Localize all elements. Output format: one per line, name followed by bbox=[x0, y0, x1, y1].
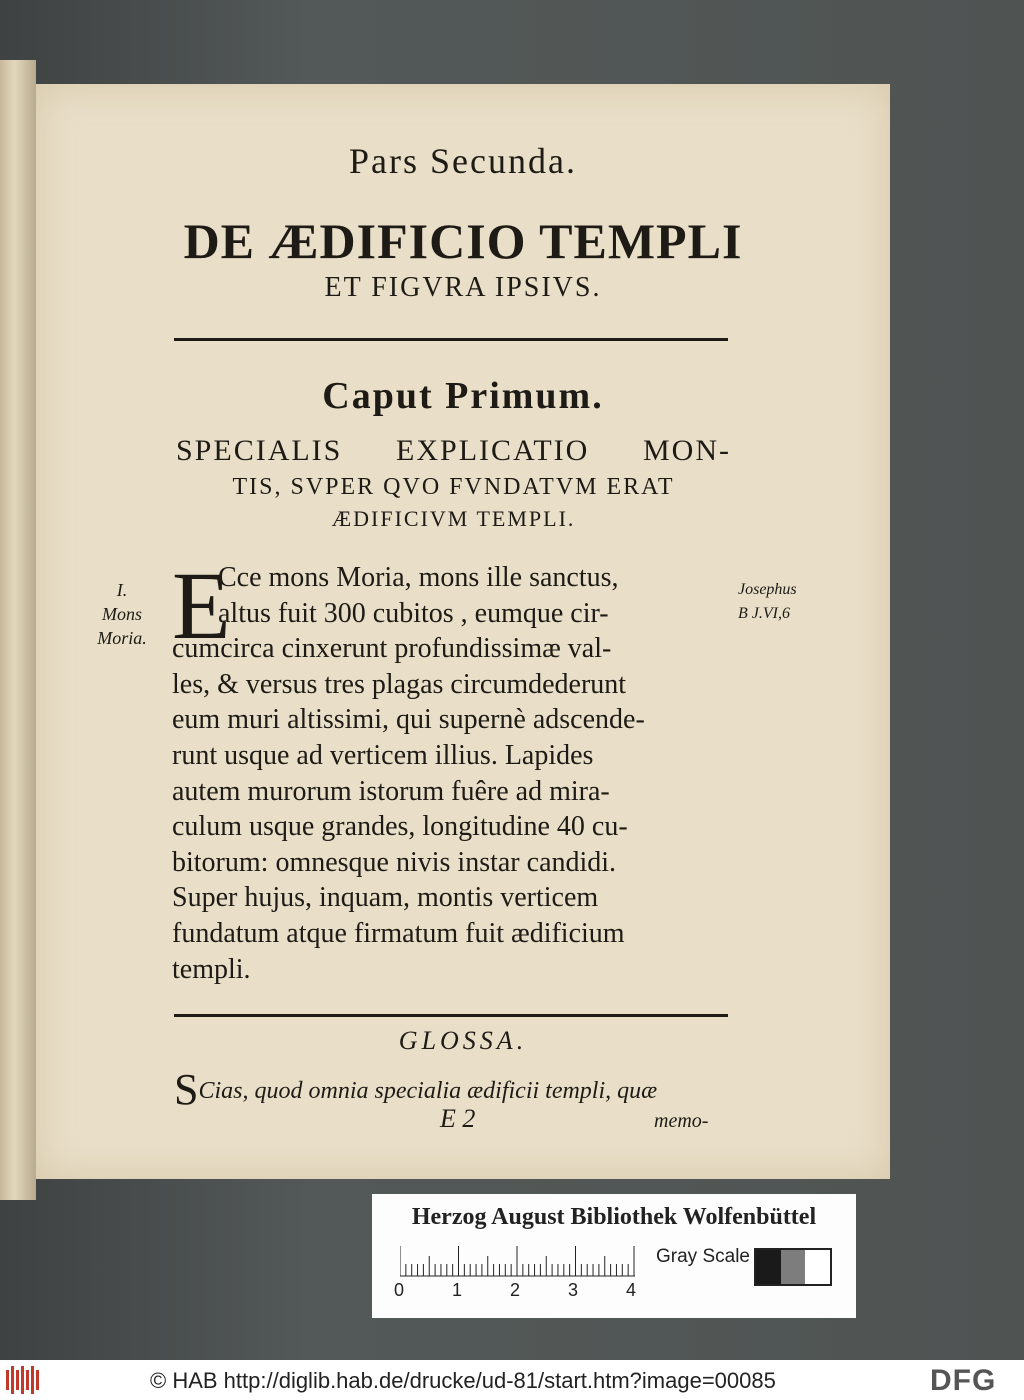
ruler-number: 4 bbox=[626, 1280, 637, 1300]
body-line: templi. bbox=[172, 953, 251, 985]
body-line: Super hujus, inquam, montis verticem bbox=[172, 882, 599, 914]
library-name: Herzog August Bibliothek Wolfenbüttel bbox=[411, 1204, 817, 1230]
hab-logo-icon bbox=[6, 1366, 42, 1394]
gray-swatch-mid bbox=[781, 1250, 806, 1284]
divider-rule bbox=[174, 338, 728, 341]
body-paragraph bbox=[172, 552, 732, 987]
glossa-heading: GLOSSA. bbox=[398, 1026, 528, 1055]
gray-swatch-dark bbox=[756, 1250, 781, 1284]
title-line-2: ET FIGVRA IPSIVS. bbox=[324, 272, 602, 303]
drop-cap: E bbox=[172, 552, 231, 659]
ruler-number: 3 bbox=[568, 1280, 579, 1300]
signature-mark: E 2 bbox=[440, 1104, 476, 1133]
body-line: altus fuit 300 cubitos , eumque cir- bbox=[218, 597, 609, 629]
catchword: memo- bbox=[654, 1110, 709, 1132]
chapter-subtitle-1: SPECIALIS EXPLICATIO MON- bbox=[176, 434, 731, 467]
left-margin-note bbox=[86, 578, 158, 650]
body-line: Cce mons Moria, mons ille sanctus, bbox=[218, 562, 619, 593]
facing-page-edge bbox=[0, 60, 36, 1200]
chapter-subtitle-3: ÆDIFICIVM TEMPLI. bbox=[331, 506, 576, 531]
copyright-url[interactable]: © HAB http://diglib.hab.de/drucke/ud-81/start.htm?image=00085 bbox=[150, 1368, 776, 1393]
ruler-number: 2 bbox=[510, 1280, 521, 1300]
margin-note-line: B J.VI,6 bbox=[738, 605, 790, 622]
body-line: culum usque grandes, longitudine 40 cu- bbox=[172, 811, 628, 843]
body-line: eum muri altissimi, qui supernè adscende- bbox=[172, 704, 645, 736]
glossa-initial: S bbox=[174, 1065, 199, 1114]
divider-rule bbox=[174, 1014, 728, 1017]
chapter-subtitle-2: TIS, SVPER QVO FVNDATVM ERAT bbox=[232, 474, 675, 500]
margin-note-line: Josephus bbox=[738, 581, 797, 598]
ruler-scale bbox=[400, 1246, 640, 1280]
library-label-card bbox=[372, 1194, 856, 1318]
title-line-1: DE ÆDIFICIO TEMPLI bbox=[183, 213, 743, 269]
book-page bbox=[36, 84, 890, 1179]
body-line: cumcirca cinxerunt profundissimæ val- bbox=[172, 633, 612, 665]
ruler-number: 0 bbox=[394, 1280, 405, 1300]
gray-swatch-light bbox=[805, 1250, 830, 1284]
dfg-logo: DFG bbox=[930, 1364, 997, 1397]
body-line: fundatum atque firmatum fuit ædificium bbox=[172, 917, 625, 949]
chapter-heading: Caput Primum. bbox=[322, 375, 604, 417]
margin-note-line: Moria. bbox=[97, 628, 147, 648]
margin-note-line: I. bbox=[116, 580, 128, 600]
gray-scale-swatches bbox=[754, 1248, 832, 1286]
gray-scale-label: Gray Scale bbox=[656, 1246, 750, 1267]
body-line: autem murorum istorum fuêre ad mira- bbox=[172, 775, 610, 807]
body-line: les, & versus tres plagas circumdederunt bbox=[172, 668, 627, 700]
ruler-number: 1 bbox=[452, 1280, 463, 1300]
part-heading: Pars Secunda. bbox=[349, 141, 577, 181]
body-line: runt usque ad verticem illius. Lapides bbox=[172, 739, 594, 771]
footer-bar bbox=[0, 1360, 1024, 1400]
glossa-text: Cias, quod omnia specialia ædificii templi, quæ bbox=[198, 1078, 658, 1104]
margin-note-line: Mons bbox=[102, 604, 142, 624]
right-margin-note bbox=[738, 578, 848, 626]
body-line: bitorum: omnesque nivis instar candidi. bbox=[172, 846, 617, 878]
